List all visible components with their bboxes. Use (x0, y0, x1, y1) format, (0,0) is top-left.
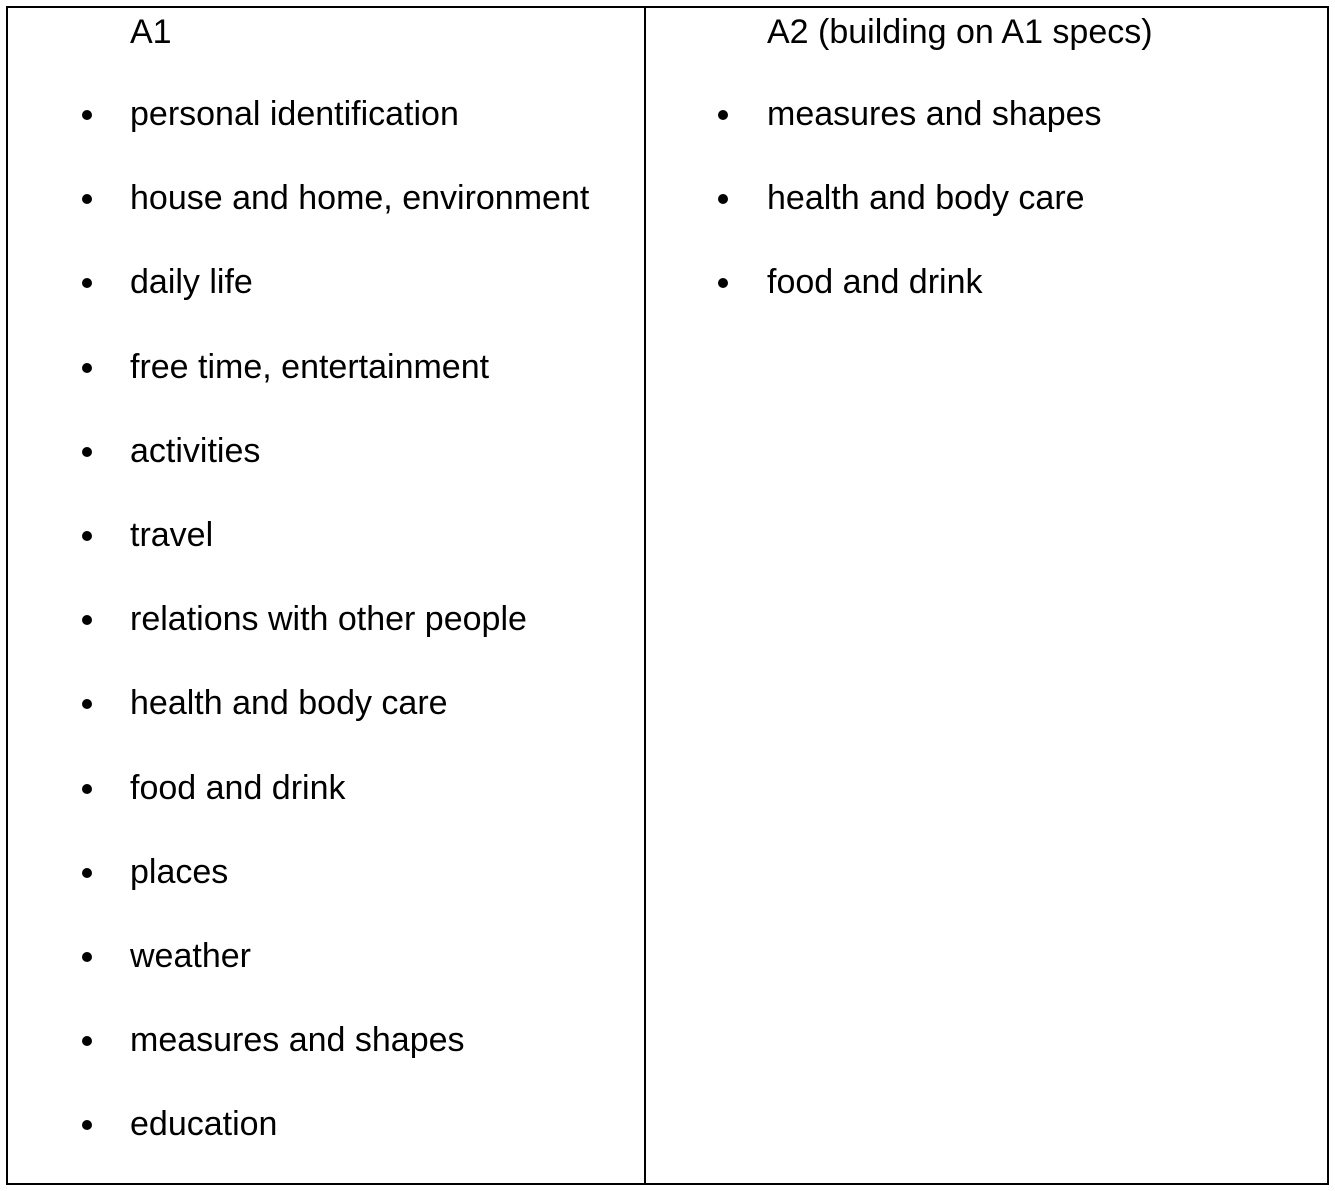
bullet-icon (82, 784, 92, 794)
list-item (646, 176, 1326, 260)
list-item-text: travel (130, 515, 214, 554)
bullet-icon (718, 278, 728, 288)
bullet-icon (82, 699, 92, 709)
bullet-icon (718, 110, 728, 120)
list-item (8, 260, 644, 344)
bullet-icon (82, 1120, 92, 1130)
list-item-text: measures and shapes (767, 95, 1102, 133)
list-item (8, 934, 644, 1018)
list-item (646, 92, 1326, 176)
list-item-text: weather (130, 936, 251, 975)
list-item-text: free time, entertainment (130, 347, 490, 386)
list-item (8, 850, 644, 934)
bullet-icon (82, 952, 92, 962)
a1-topic-list (8, 92, 644, 1186)
list-item-text: activities (130, 431, 261, 470)
bullet-icon (82, 615, 92, 625)
list-item-text: health and body care (130, 684, 448, 723)
list-item (8, 513, 644, 597)
bullet-icon (82, 278, 92, 288)
topics-table (6, 6, 1329, 1185)
list-item (8, 681, 644, 765)
list-item (8, 1102, 644, 1186)
bullet-icon (82, 447, 92, 457)
list-item (8, 345, 644, 429)
a2-column (646, 8, 1327, 1183)
list-item (8, 597, 644, 681)
bullet-icon (82, 110, 92, 120)
bullet-icon (82, 363, 92, 373)
a1-heading: A1 (130, 13, 172, 51)
list-item-text: education (130, 1105, 278, 1144)
bullet-icon (82, 868, 92, 878)
list-item-text: personal identification (130, 95, 459, 133)
list-item-text: house and home, environment (130, 179, 590, 218)
list-item-text: measures and shapes (130, 1021, 465, 1060)
a2-topic-list (646, 92, 1326, 345)
list-item-text: places (130, 852, 229, 891)
list-item (8, 429, 644, 513)
list-item-text: food and drink (767, 263, 983, 302)
a2-heading: A2 (building on A1 specs) (767, 13, 1153, 51)
bullet-icon (82, 531, 92, 541)
list-item-text: health and body care (767, 179, 1085, 218)
list-item (8, 766, 644, 850)
bullet-icon (82, 194, 92, 204)
list-item (8, 1018, 644, 1102)
list-item-text: relations with other people (130, 600, 527, 639)
a1-column (8, 8, 646, 1183)
bullet-icon (82, 1036, 92, 1046)
bullet-icon (718, 194, 728, 204)
list-item-text: food and drink (130, 768, 346, 807)
list-item-text: daily life (130, 263, 253, 302)
list-item (8, 92, 644, 176)
list-item (646, 260, 1326, 344)
list-item (8, 176, 644, 260)
